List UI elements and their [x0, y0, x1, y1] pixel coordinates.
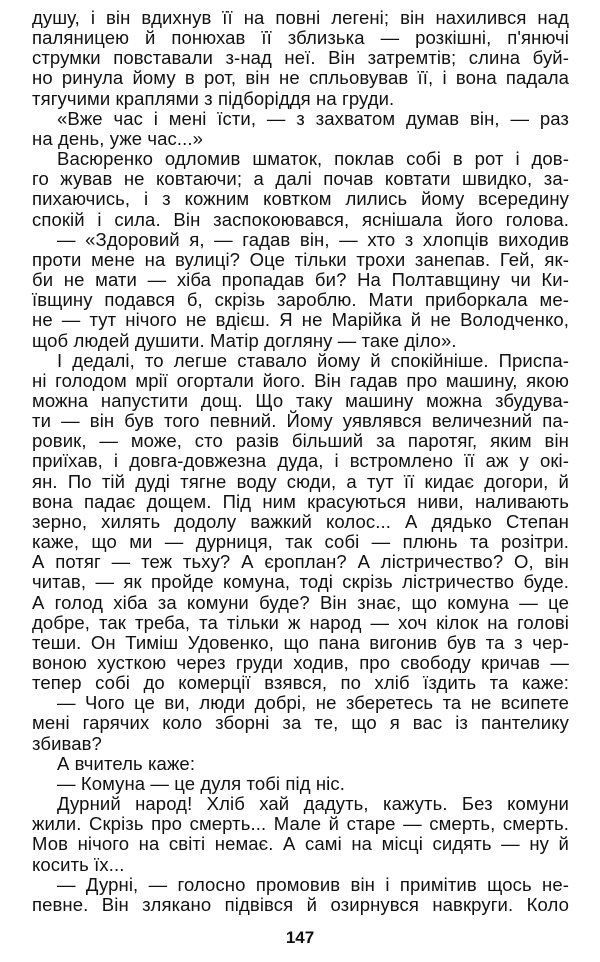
text-line: теши. Он Тиміш Удовенко, що пана вигонив був та з чер-: [32, 631, 569, 653]
text-line: добре, так треба, та тільки ж народ — хоч кілок на голові: [32, 611, 569, 633]
text-line: вона падає дощем. Під ним красуються ниви, наливають: [32, 490, 569, 512]
text-line: струмки повставали з-над неї. Він затремтів; слина буй-: [32, 47, 569, 69]
text-line: зерно, хилять додолу важкий колос... А дядько Степан: [32, 510, 569, 532]
text-line: можна напустити дощ. Що таку машину можна збудува-: [32, 389, 569, 411]
text-line: Дурний народ! Хліб хай дадуть, кажуть. Без комуни: [57, 793, 569, 815]
text-line: А голод хіба за комуни буде? Він знає, що комуна — це: [32, 591, 569, 613]
text-line: щоб людей душити. Матір догляну — таке діло».: [32, 329, 457, 351]
text-line: ївщину подався б, скрізь зароблю. Мати приборкала ме-: [32, 289, 569, 311]
text-line: А потяг — теж тьху? А єроплан? А лістричество? О, він: [32, 551, 569, 573]
text-line: тягучими краплями з підборіддя на груди.: [32, 87, 395, 109]
text-line: — Чого це ви, люди добрі, не зберетесь та не всипете: [57, 692, 569, 714]
text-line: го жував не ковтаючи; а далі почав ковтати швидко, за-: [32, 168, 569, 190]
text-line: — Комуна — це дуля тобі під ніс.: [57, 772, 345, 794]
text-line: на день, уже час...»: [32, 127, 204, 149]
text-line: би не мати — хіба пропадав би? На Полтавщину чи Ки-: [32, 269, 569, 291]
text-line: — Дурні, — голосно промовив він і примітив щось не-: [57, 873, 569, 895]
text-line: тепер собі до комерції взявся, по хліб їздить та каже:: [32, 672, 569, 694]
text-line: Васюренко одломив шматок, поклав собі в рот і дов-: [57, 148, 569, 170]
text-line: пихаючись, і з кожним ковтком лились йому всередину: [32, 188, 569, 210]
text-line: А вчитель каже:: [57, 752, 196, 774]
text-line: каже, що ми — дурниця, так собі — плюнь та розітри.: [32, 531, 569, 553]
page-body-text: [32, 8, 569, 915]
page-number: 147: [285, 928, 315, 947]
text-line: воною хусткою через груди ходив, про свободу кричав —: [32, 652, 569, 673]
text-line: збивав?: [32, 732, 102, 754]
text-line: проти мене на вулиці? Оце тільки трохи занепав. Гей, як-: [32, 248, 569, 270]
text-line: приїхав, і довга-довжезна дуда, і встромлено її аж у окі-: [32, 450, 569, 472]
text-line: певне. Він злякано підвівся й озирнувся навкруги. Коло: [32, 893, 569, 915]
text-line: І дедалі, то легше ставало йому й спокійніше. Приспа-: [57, 349, 569, 371]
text-line: ян. По тій дуді тягне воду сюди, а тут її кидає догори, й: [32, 470, 569, 492]
text-line: читав, — як пройде комуна, тоді скрізь лістричество буде.: [32, 571, 569, 593]
text-line: спокій і сила. Він заспокоювався, яснішала його голова.: [32, 208, 569, 230]
text-line: «Вже час і мені їсти, — з захватом думав він, — раз: [57, 107, 569, 129]
text-line: ти — він був того певний. Йому уявлявся величезний па-: [32, 410, 569, 432]
text-line: жили. Скрізь про смерть... Мале й старе — смерть, смерть.: [32, 813, 569, 835]
text-line: душу, і він вдихнув її на повні легені; він нахилився над: [32, 7, 569, 28]
text-line: мені гарячих коло зборні за те, що я вас із пантелику: [32, 712, 569, 734]
text-line: ні голодом мрії огортали його. Він гадав про машину, якою: [32, 369, 569, 391]
text-line: Мов нічого на світі немає. А самі на місці сидять — ну й: [32, 833, 569, 855]
text-line: косить їх...: [32, 853, 125, 875]
text-line: паляницею й понюхав її зблизька — розкішні, п'янючі: [32, 27, 569, 49]
text-line: — «Здоровий я, — гадав він, — хто з хлопців виходив: [57, 228, 569, 250]
text-line: но ринула йому в рот, він не спльовував її, і вона падала: [32, 67, 569, 89]
text-line: не — тут нічого не вдієш. Я не Марійка й не Володченко,: [32, 309, 569, 331]
text-line: ровик, — може, сто разів більший за паротяг, яким він: [32, 430, 569, 452]
